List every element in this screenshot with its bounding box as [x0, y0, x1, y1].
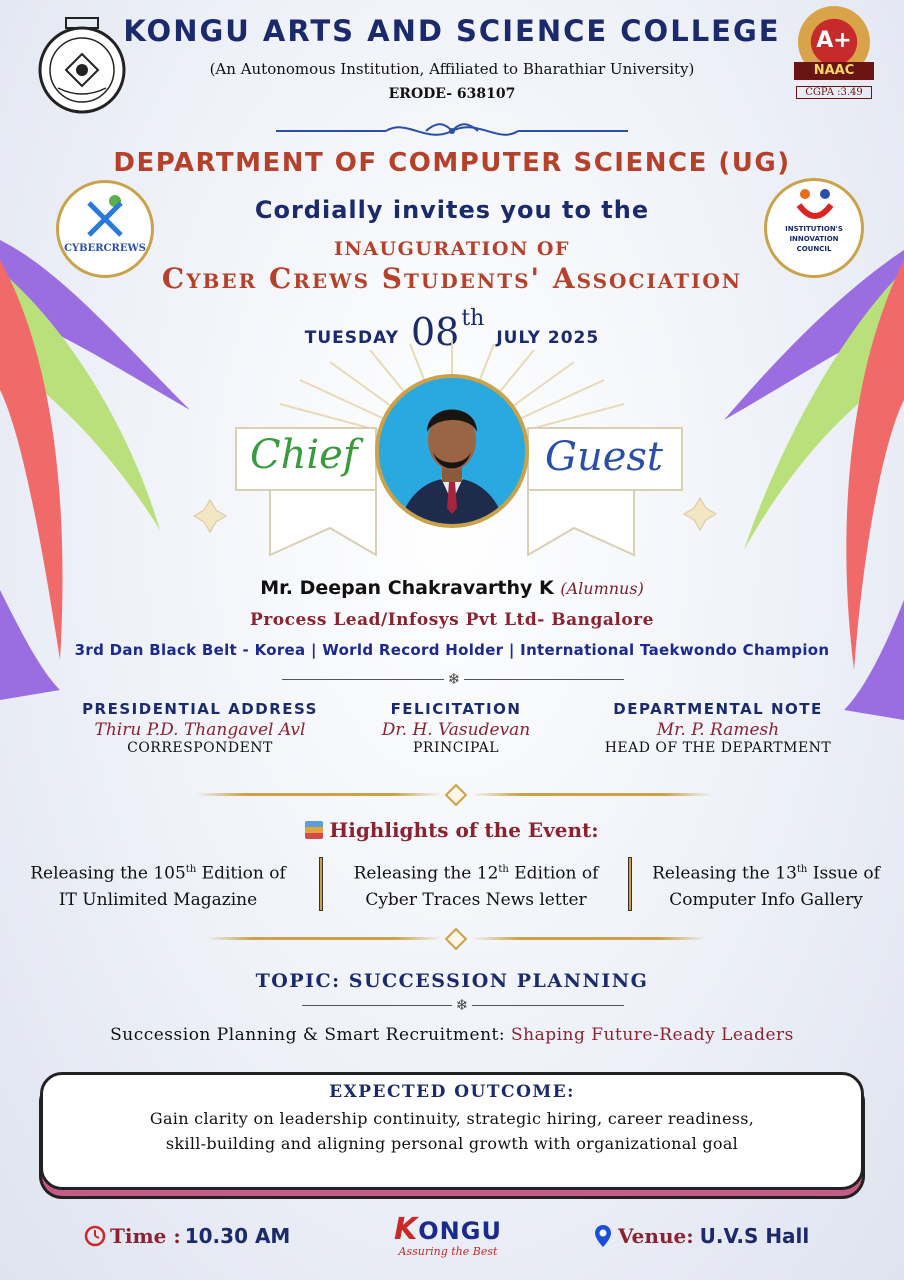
- chief-guest-note: (Alumnus): [560, 579, 644, 598]
- outcome-text: [70, 1106, 834, 1156]
- topic-heading: TOPIC: SUCCESSION PLANNING: [255, 970, 649, 992]
- kongu-logo: [394, 1212, 502, 1258]
- highlight-text: Releasing the 13: [652, 863, 797, 884]
- location-pin-icon: [594, 1224, 612, 1248]
- role-position: HEAD OF THE DEPARTMENT: [604, 740, 832, 756]
- role-title: DEPARTMENTAL NOTE: [613, 700, 823, 718]
- roles-divider-right: [464, 679, 624, 680]
- outcome-heading: EXPECTED OUTCOME:: [329, 1082, 575, 1102]
- inauguration-label: INAUGURATION OF: [334, 238, 570, 260]
- role-title: FELICITATION: [390, 700, 522, 718]
- date-suffix: th: [461, 306, 485, 331]
- snowflake-icon: ❄: [455, 996, 469, 1014]
- topic-divider-left: [302, 1005, 452, 1006]
- highlight-sup: th: [796, 864, 808, 875]
- role-name: Thiru P.D. Thangavel Avl: [94, 720, 306, 740]
- highlight-line2: Cyber Traces News letter: [365, 889, 587, 910]
- naac-cgpa: CGPA :3.49: [796, 86, 872, 99]
- highlight-item: [630, 857, 902, 913]
- date-number: 08: [410, 310, 460, 354]
- role-departmental: [568, 700, 868, 756]
- chief-guest-role: Process Lead/Infosys Pvt Ltd- Bangalore: [250, 610, 654, 630]
- gold-divider-left: [206, 937, 442, 940]
- date-month-year: JULY 2025: [496, 328, 600, 348]
- topic-line-plain: Succession Planning & Smart Recruitment:: [110, 1025, 511, 1045]
- person-portrait-icon: [379, 378, 525, 524]
- topic-line: [0, 1025, 904, 1045]
- iic-line3: COUNCIL: [796, 245, 832, 253]
- role-position: PRINCIPAL: [412, 740, 500, 756]
- event-venue: [594, 1224, 809, 1248]
- iic-line2: INNOVATION: [789, 235, 839, 243]
- role-name: Dr. H. Vasudevan: [381, 720, 531, 740]
- highlight-item: [326, 857, 626, 913]
- chief-guest-photo: [375, 374, 529, 528]
- highlight-separator: [319, 857, 323, 911]
- cybercrews-label: CYBERCREWS: [64, 243, 146, 254]
- iic-line1: INSTITUTION'S: [785, 225, 843, 233]
- naac-grade: A+: [816, 28, 852, 53]
- outcome-line1: Gain clarity on leadership continuity, strategic hiring, career readiness,: [149, 1109, 755, 1128]
- venue-label: Venue:: [618, 1224, 694, 1248]
- highlights-heading: Highlights of the Event:: [329, 818, 599, 842]
- gold-diamond-icon: [445, 784, 468, 807]
- invite-line: Cordially invites you to the: [254, 196, 650, 224]
- highlights-heading-row: [0, 818, 904, 842]
- outcome-line2: skill-building and aligning personal growth with organizational goal: [165, 1134, 739, 1153]
- highlight-line2: Computer Info Gallery: [669, 889, 863, 910]
- gold-divider-right: [472, 937, 706, 940]
- highlight-item: [8, 857, 308, 913]
- association-name: Cyber Crews Students' Association: [161, 262, 743, 295]
- naac-badge: [788, 6, 880, 106]
- highlight-sup: th: [498, 864, 509, 875]
- naac-label: NAAC: [794, 62, 874, 80]
- highlight-text: Releasing the 12: [353, 863, 499, 884]
- guest-label: Guest: [545, 434, 663, 480]
- highlight-text: Releasing the 105: [30, 863, 186, 884]
- highlight-text: Issue of: [807, 863, 880, 884]
- kongu-logo-word: ONGU: [418, 1217, 502, 1245]
- chief-guest-name: [0, 577, 904, 599]
- chief-guest-achievements: 3rd Dan Black Belt - Korea | World Record Holder | International Taekwondo Champion: [74, 641, 830, 659]
- highlight-text: Edition of: [508, 863, 599, 884]
- kongu-tagline: Assuring the Best: [398, 1245, 498, 1258]
- college-location: ERODE- 638107: [388, 86, 516, 102]
- venue-value: U.V.S Hall: [699, 1224, 810, 1248]
- gold-divider-left: [196, 793, 442, 796]
- time-label: Time :: [110, 1224, 181, 1248]
- college-affiliation: (An Autonomous Institution, Affiliated to Bharathiar University): [209, 60, 695, 78]
- role-title: PRESIDENTIAL ADDRESS: [82, 700, 318, 718]
- gold-divider-right: [472, 793, 712, 796]
- department-title: DEPARTMENT OF COMPUTER SCIENCE (UG): [113, 148, 791, 178]
- chief-guest-name-text: Mr. Deepan Chakravarthy K: [260, 577, 554, 599]
- books-icon: [305, 821, 323, 839]
- highlight-line2: IT Unlimited Magazine: [58, 889, 258, 910]
- time-value: 10.30 AM: [184, 1224, 291, 1248]
- highlight-text: Edition of: [196, 863, 286, 884]
- date-day: TUESDAY: [304, 328, 399, 348]
- role-presidential: [50, 700, 350, 756]
- clock-icon: [84, 1225, 106, 1247]
- ornament-divider: [276, 118, 628, 144]
- college-name: KONGU ARTS AND SCIENCE COLLEGE: [123, 14, 781, 48]
- topic-line-highlight: Shaping Future-Ready Leaders: [510, 1025, 794, 1045]
- highlight-sup: th: [185, 864, 197, 875]
- gold-diamond-icon: [445, 928, 468, 951]
- college-emblem: [36, 8, 128, 118]
- role-position: CORRESPONDENT: [127, 740, 273, 756]
- topic-divider-right: [472, 1005, 624, 1006]
- role-felicitation: [306, 700, 606, 756]
- role-name: Mr. P. Ramesh: [656, 720, 780, 740]
- kongu-logo-k: K: [394, 1212, 419, 1247]
- roles-divider-left: [282, 679, 444, 680]
- snowflake-icon: ❄: [447, 670, 461, 688]
- chief-label: Chief: [250, 432, 358, 478]
- event-time: [84, 1224, 290, 1248]
